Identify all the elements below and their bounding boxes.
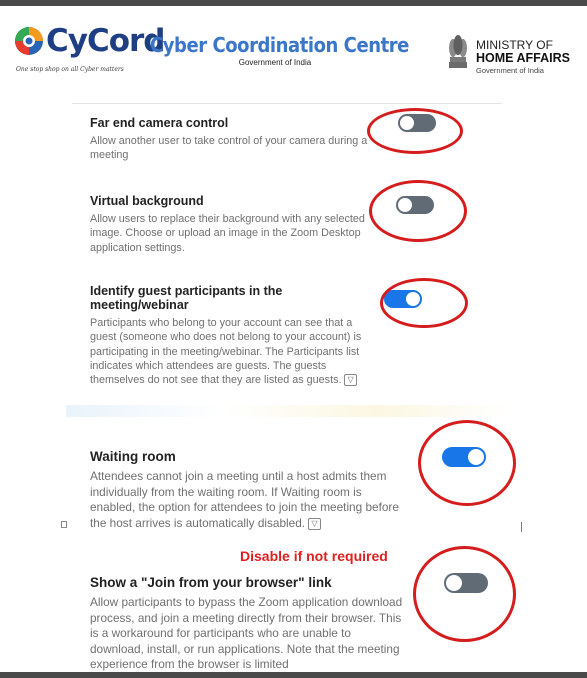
brand-tagline: One stop shop on all Cyber matters xyxy=(16,66,124,73)
info-icon[interactable]: ▽ xyxy=(308,518,320,530)
brand-name: CyCord xyxy=(46,23,165,59)
annotation-ring xyxy=(367,108,463,154)
annotation-ring xyxy=(369,180,467,242)
image-seam xyxy=(66,405,512,417)
setting-description: Allow users to replace their background with any selected image. Choose or upload an image in the Zoom Desktop application settings. xyxy=(90,213,365,254)
setting-virtual-background xyxy=(90,194,380,255)
annotation-ring xyxy=(380,278,468,328)
annotation-ring xyxy=(418,420,516,506)
ministry-line-3: Government of India xyxy=(476,66,544,75)
national-emblem-icon xyxy=(444,32,472,72)
setting-title: Identify guest participants in the meeting/webinar xyxy=(90,284,283,312)
globe-logo-icon xyxy=(14,26,44,56)
setting-far-end-camera xyxy=(90,116,370,163)
centre-title: Cyber Coordination Centre xyxy=(150,33,409,57)
ministry-line-1: MINISTRY OF xyxy=(476,38,553,52)
page-header xyxy=(0,6,587,88)
setting-description: Allow participants to bypass the Zoom application download process, and join a meeting directly from their browser. This is a workaround for participants who are unable to download, install, or run applications. Note that the meeting experience from the browser is limited xyxy=(90,595,403,672)
setting-description xyxy=(90,316,380,387)
setting-description xyxy=(90,469,408,531)
ministry-line-2: HOME AFFAIRS xyxy=(476,51,570,65)
setting-description-text: Participants who belong to your account can see that a guest (someone who does not belong to your account) is participating in the meeting/webinar. The Participants list indicates which attendees are guests. The guests themselves do not see that they are listed as guests. xyxy=(90,317,362,386)
info-icon[interactable]: ▽ xyxy=(344,374,356,386)
setting-title: Virtual background xyxy=(90,194,204,208)
setting-identify-guests xyxy=(90,284,380,387)
disable-callout: Disable if not required xyxy=(240,548,388,564)
setting-title: Waiting room xyxy=(90,449,176,464)
setting-description: Allow another user to take control of your camera during a meeting xyxy=(90,135,368,162)
annotation-ring xyxy=(413,546,516,642)
bottom-border xyxy=(0,672,587,678)
centre-subtitle: Government of India xyxy=(238,58,312,67)
setting-waiting-room xyxy=(90,449,408,531)
crop-marker xyxy=(521,522,522,532)
crop-marker xyxy=(61,521,67,528)
setting-title: Far end camera control xyxy=(90,116,229,130)
setting-title: Show a "Join from your browser" link xyxy=(90,575,332,590)
setting-description-text: Attendees cannot join a meeting until a host admits them individually from the waiting room. If Waiting room is enabled, the option for attendees to join the meeting before the host arrives is automatically disabled. xyxy=(90,469,399,530)
setting-join-from-browser xyxy=(90,575,408,673)
